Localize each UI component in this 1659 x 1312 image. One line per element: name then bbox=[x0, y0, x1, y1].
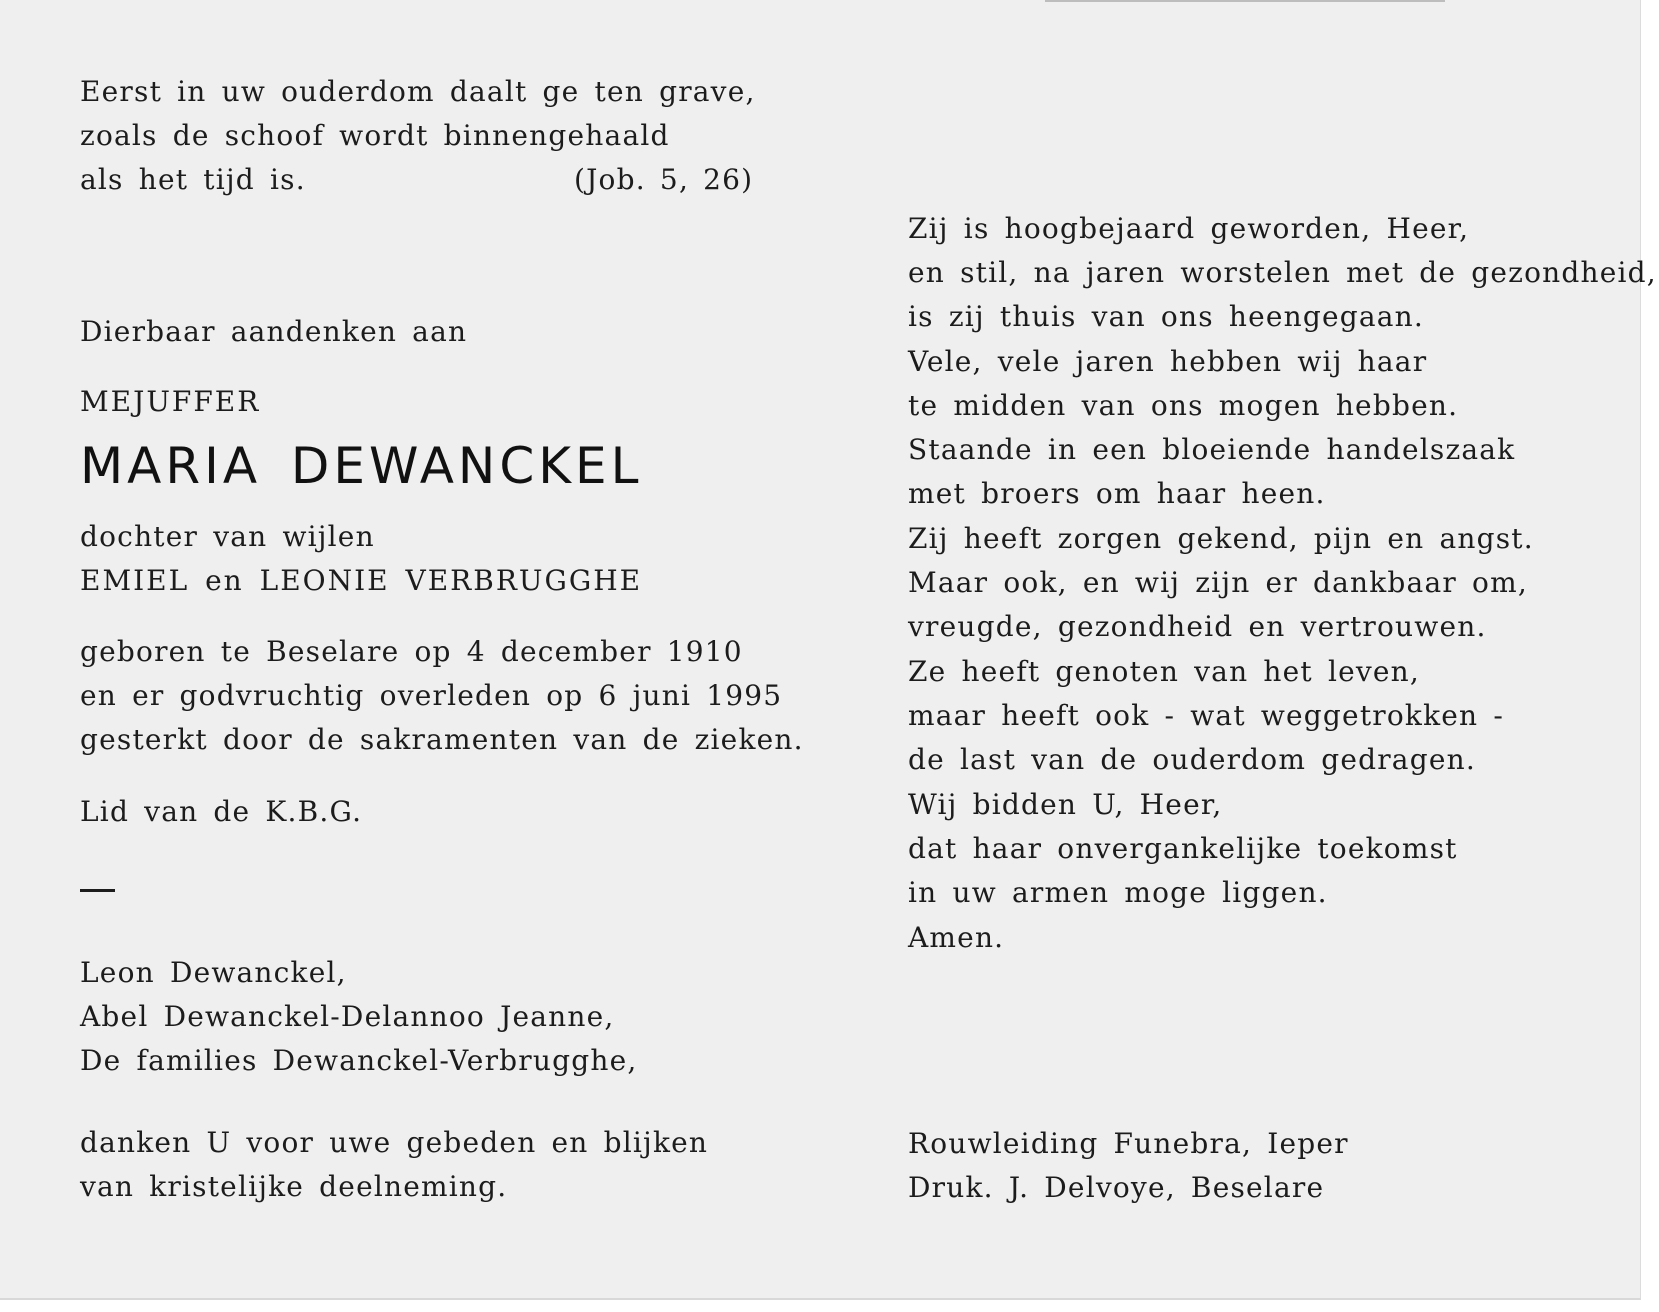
epigraph-line-1: Eerst in uw ouderdom daalt ge ten grave, bbox=[80, 75, 756, 108]
family-line-2: Abel Dewanckel-Delannoo Jeanne, bbox=[80, 1000, 615, 1033]
separator-dash bbox=[80, 889, 115, 892]
membership-text: Lid van de K.B.G. bbox=[80, 795, 363, 828]
family-line-3: De families Dewanckel-Verbrugghe, bbox=[80, 1044, 638, 1077]
prayer-line-17: Amen. bbox=[908, 921, 1005, 954]
prayer-line-1: Zij is hoogbejaard geworden, Heer, bbox=[908, 212, 1470, 245]
prayer-line-2: en stil, na jaren worstelen met de gezondheid, bbox=[908, 256, 1657, 289]
prayer-line-13: de last van de ouderdom gedragen. bbox=[908, 743, 1476, 776]
epigraph-reference: (Job. 5, 26) bbox=[574, 163, 754, 196]
thanks-line-1: danken U voor uwe gebeden en blijken bbox=[80, 1126, 709, 1159]
prayer-line-11: Ze heeft genoten van het leven, bbox=[908, 655, 1421, 688]
prayer-line-16: in uw armen moge liggen. bbox=[908, 876, 1328, 909]
deceased-name: MARIA DEWANCKEL bbox=[80, 437, 643, 495]
life-line-1: geboren te Beselare op 4 december 1910 bbox=[80, 635, 743, 668]
prayer-line-6: Staande in een bloeiende handelszaak bbox=[908, 433, 1516, 466]
credits-line-2: Druk. J. Delvoye, Beselare bbox=[908, 1171, 1325, 1204]
prayer-line-4: Vele, vele jaren hebben wij haar bbox=[908, 345, 1428, 378]
prayer-line-12: maar heeft ook - wat weggetrokken - bbox=[908, 699, 1505, 732]
prayer-line-10: vreugde, gezondheid en vertrouwen. bbox=[908, 610, 1487, 643]
prayer-line-8: Zij heeft zorgen gekend, pijn en angst. bbox=[908, 522, 1534, 555]
prayer-line-9: Maar ook, en wij zijn er dankbaar om, bbox=[908, 566, 1528, 599]
intro-text: Dierbaar aandenken aan bbox=[80, 315, 468, 348]
prayer-line-14: Wij bidden U, Heer, bbox=[908, 788, 1223, 821]
credits-line-1: Rouwleiding Funebra, Ieper bbox=[908, 1127, 1349, 1160]
honorific: MEJUFFER bbox=[80, 385, 261, 418]
prayer-line-3: is zij thuis van ons heengegaan. bbox=[908, 300, 1425, 333]
family-line-1: Leon Dewanckel, bbox=[80, 956, 347, 989]
epigraph-line-3: als het tijd is. bbox=[80, 163, 306, 196]
thanks-line-2: van kristelijke deelneming. bbox=[80, 1170, 508, 1203]
epigraph-line-2: zoals de schoof wordt binnengehaald bbox=[80, 119, 670, 152]
life-line-3: gesterkt door de sakramenten van de zieken. bbox=[80, 723, 804, 756]
parents-line-1: dochter van wijlen bbox=[80, 520, 375, 553]
prayer-line-5: te midden van ons mogen hebben. bbox=[908, 389, 1459, 422]
prayer-line-7: met broers om haar heen. bbox=[908, 477, 1326, 510]
parents-line-2: EMIEL en LEONIE VERBRUGGHE bbox=[80, 564, 643, 597]
prayer-line-15: dat haar onvergankelijke toekomst bbox=[908, 832, 1458, 865]
life-line-2: en er godvruchtig overleden op 6 juni 1995 bbox=[80, 679, 783, 712]
top-edge-line bbox=[1045, 0, 1445, 2]
